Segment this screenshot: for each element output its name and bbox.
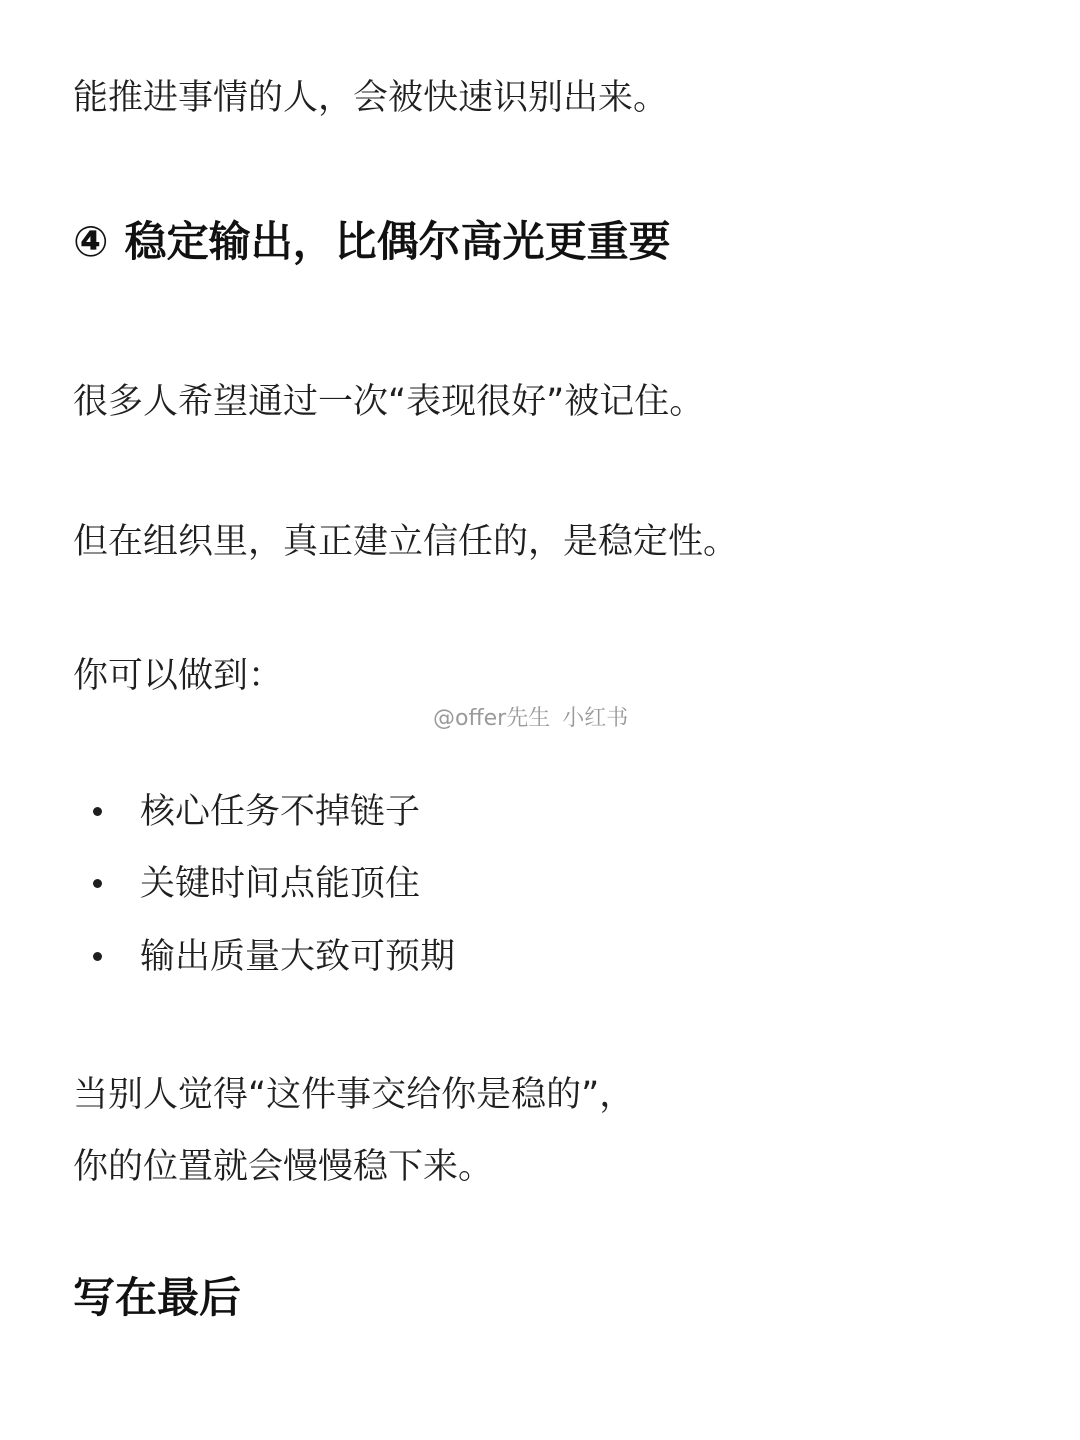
list-item-text: 关键时间点能顶住: [140, 864, 421, 904]
section-title: 稳定输出，比偶尔高光更重要: [124, 217, 671, 266]
intro-paragraph: 能推进事情的人，会被快速识别出来。: [73, 78, 669, 118]
list-item: [73, 935, 773, 979]
paragraph-4-line-2: 你的位置就会慢慢稳下来。: [73, 1147, 494, 1187]
list-item-text: 核心任务不掉链子: [140, 792, 421, 832]
paragraph-1: 很多人希望通过一次“表现很好”被记住。: [73, 382, 705, 422]
paragraph-4-line-1: 当别人觉得“这件事交给你是稳的”，: [73, 1075, 635, 1115]
final-heading: 写在最后: [73, 1273, 242, 1322]
section-4-heading: [73, 216, 671, 268]
list-item: [73, 790, 773, 834]
watermark-author: @offer先生: [433, 706, 551, 731]
section-number: ④: [73, 217, 109, 266]
list-item: [73, 862, 773, 906]
paragraph-2: 但在组织里，真正建立信任的，是稳定性。: [73, 522, 739, 562]
bullet-icon: [93, 879, 102, 888]
watermark-platform: 小红书: [562, 706, 629, 731]
bullet-icon: [93, 952, 102, 961]
paragraph-3: 你可以做到：: [73, 656, 284, 696]
bullet-icon: [93, 807, 102, 816]
watermark: [433, 704, 628, 734]
list-item-text: 输出质量大致可预期: [140, 937, 456, 977]
